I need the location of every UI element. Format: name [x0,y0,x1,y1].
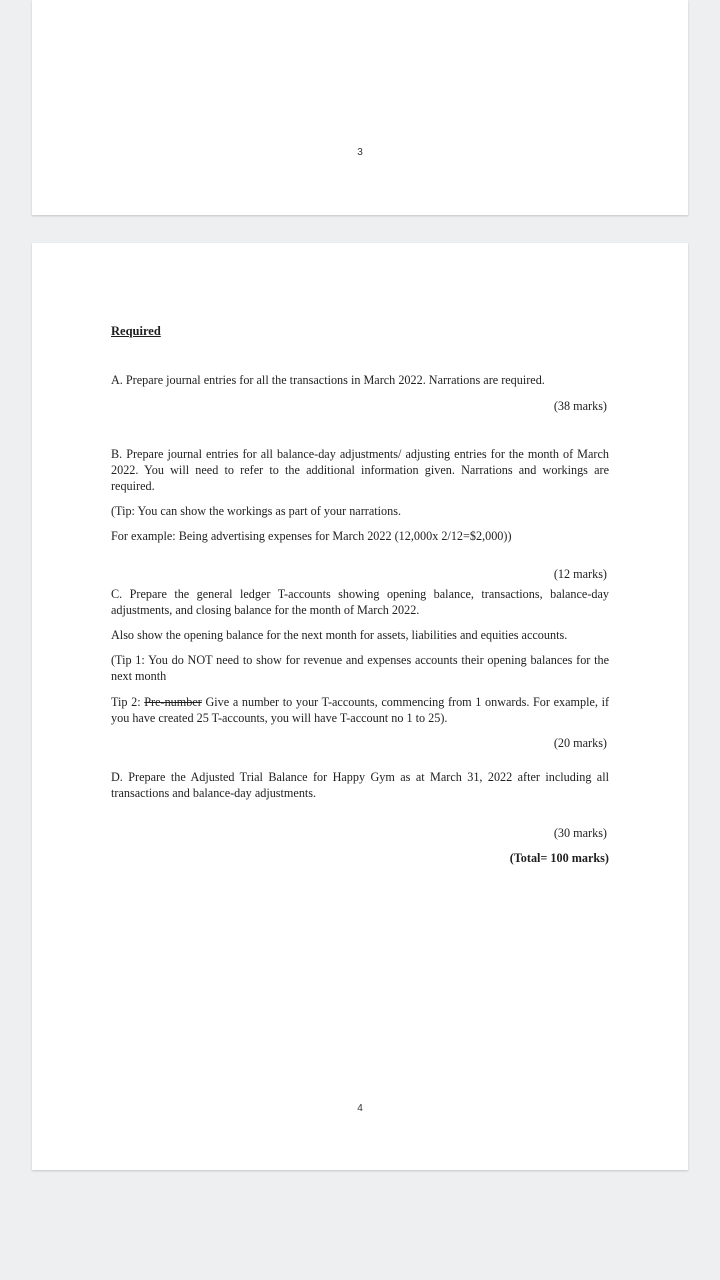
part-a-text: A. Prepare journal entries for all the transactions in March 2022. Narrations are required. [111,373,545,387]
page-number: 4 [357,1103,363,1114]
part-a-marks: (38 marks) [553,399,607,413]
part-c-text: C. Prepare the general ledger T-accounts showing opening balance, transactions, balance-day adjustments, and closing balance for the month of March 2022. [111,587,609,617]
tip2-prefix: Tip 2: [111,695,141,709]
page-number: 3 [357,147,363,158]
total-marks: (Total= 100 marks) [509,851,609,865]
part-b-tip: (Tip: You can show the workings as part of your narrations. [111,504,401,518]
required-section [111,323,609,866]
part-d-marks: (30 marks) [553,826,607,840]
part-b-text: B. Prepare journal entries for all balance-day adjustments/ adjusting entries for the month of March 2022. You will need to refer to the additional information given. Narrations and workings are required. [111,447,609,493]
part-b-marks: (12 marks) [553,567,607,581]
part-c-marks: (20 marks) [553,736,607,750]
section-heading: Required [111,324,161,338]
part-c-tip1: (Tip 1: You do NOT need to show for revenue and expenses accounts their opening balances for the next month [111,653,609,683]
part-d-text: D. Prepare the Adjusted Trial Balance for Happy Gym as at March 31, 2022 after including all transactions and balance-day adjustments. [111,770,609,800]
document-page-3 [32,0,688,215]
part-b-example: For example: Being advertising expenses for March 2022 (12,000x 2/12=$2,000)) [111,529,512,543]
tip2-struck-text: Pre-number [144,695,202,709]
tip2-rest: Give a number to your T-accounts, commencing from 1 onwards. For example, if you have created 25 T-accounts, you will have T-account no 1 to 25). [111,695,610,725]
document-page-4 [32,243,688,1170]
part-c-also: Also show the opening balance for the next month for assets, liabilities and equities accounts. [111,628,568,642]
part-c-tip2 [111,694,609,726]
